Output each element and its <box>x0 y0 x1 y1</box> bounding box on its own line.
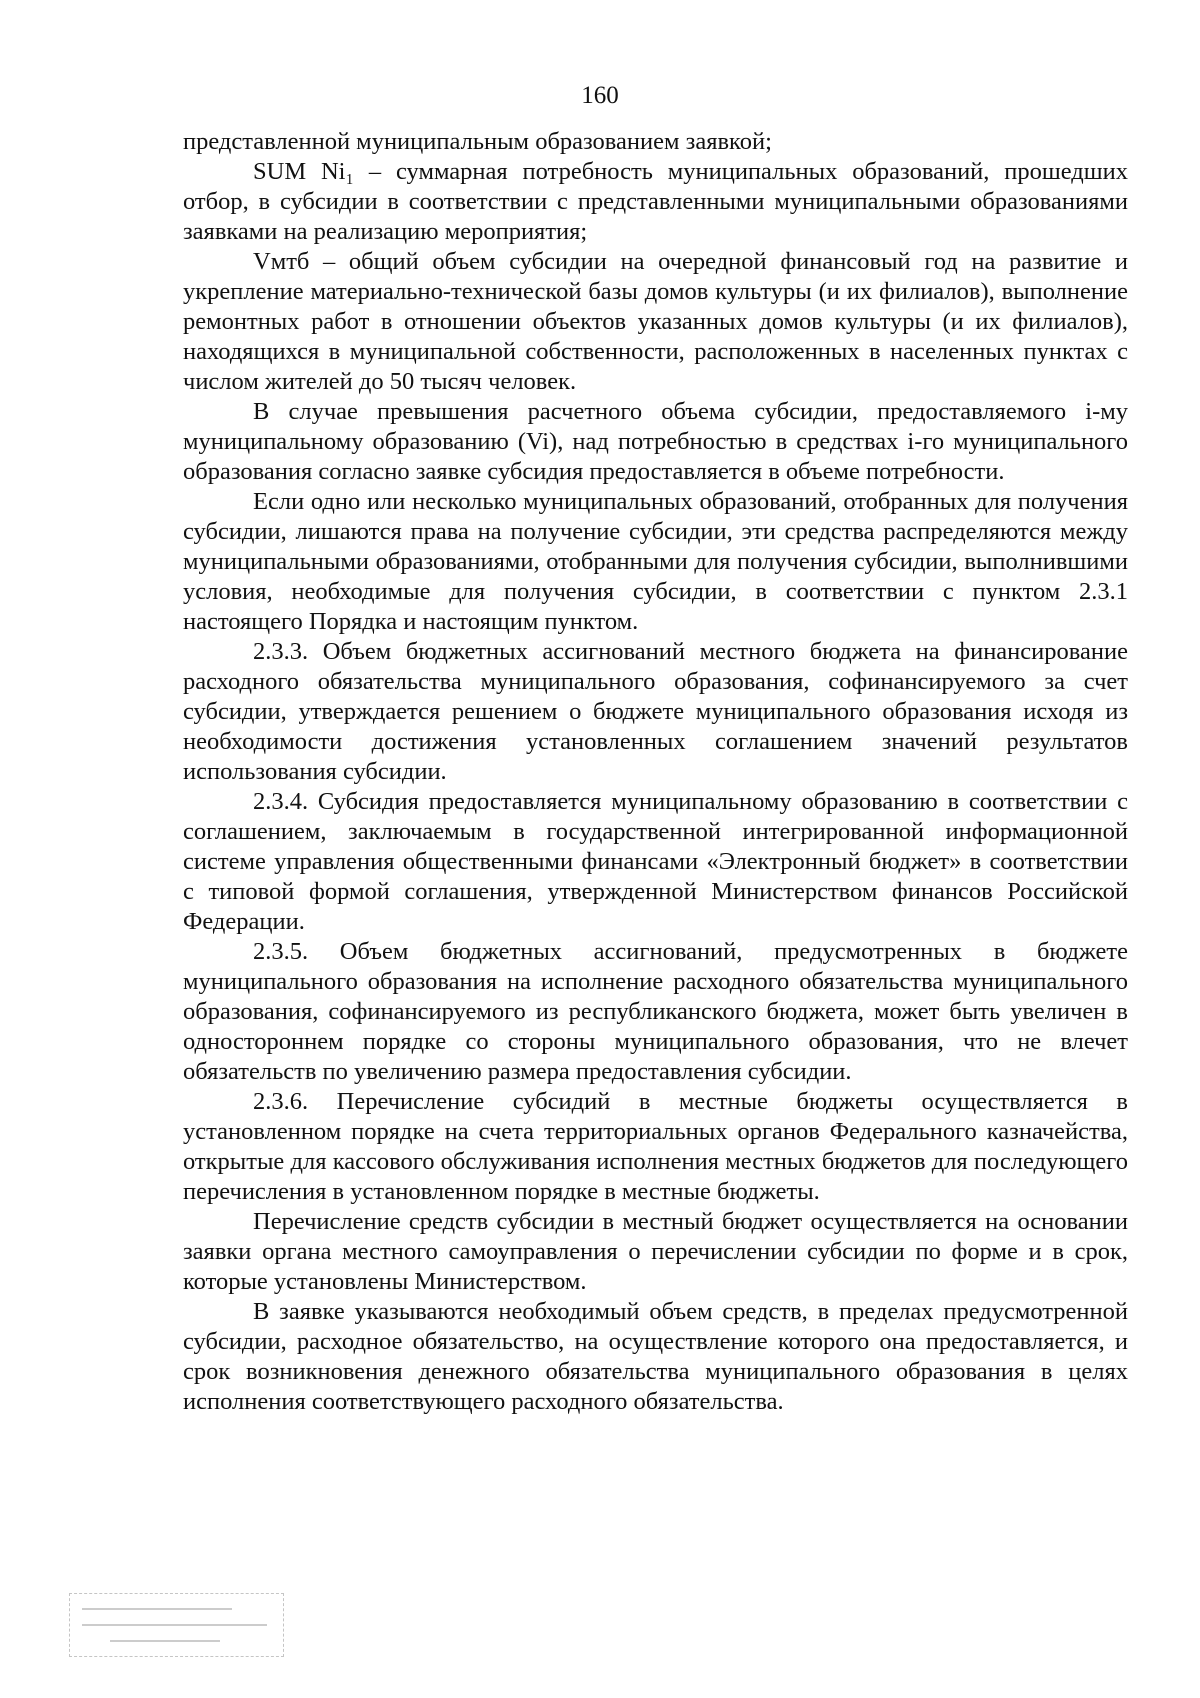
document-body <box>183 127 1128 1417</box>
clause-2-3-5: 2.3.5. Объем бюджетных ассигнований, предусмотренных в бюджете муниципального образования на исполнение расходного обязательства муниципального образования, софинансируемого из республиканского бюджета, может быть увеличен в одностороннем порядке со стороны муниципального образования, что не влечет обязательств по увеличению размера предоставления субсидии. <box>183 938 1128 1085</box>
clause-2-3-3: 2.3.3. Объем бюджетных ассигнований местного бюджета на финансирование расходного обязательства муниципального образования, софинансируемого за счет субсидии, утверждается решением о бюджете муниципального образования исходя из необходимости достижения установленных соглашением значений результатов использования субсидии. <box>183 638 1128 785</box>
paragraph-excess-case: В случае превышения расчетного объема субсидии, предоставляемого i-му муниципальному образованию (Vi), над потребностью в средствах i-го муниципального образования согласно заявке субсидия предоставляется в объеме потребности. <box>183 398 1128 485</box>
clause-2-3-6: 2.3.6. Перечисление субсидий в местные бюджеты осуществляется в установленном порядке на счета территориальных органов Федерального казначейства, открытые для кассового обслуживания исполнения местных бюджетов для последующего перечисления в установленном порядке в местные бюджеты. <box>183 1088 1128 1205</box>
paragraph-vmtb-definition: Vмтб – общий объем субсидии на очередной финансовый год на развитие и укрепление материально-технической базы домов культуры (и их филиалов), выполнение ремонтных работ в отношении объектов указанных домов культуры (и их филиалов), находящихся в муниципальной собственности, расположенных в населенных пунктах с числом жителей до 50 тысяч человек. <box>183 248 1128 395</box>
clause-2-3-4: 2.3.4. Субсидия предоставляется муниципальному образованию в соответствии с соглашением, заключаемым в государственной интегрированной информационной системе управления общественными финансами «Электронный бюджет» в соответствии с типовой формой соглашения, утвержденной Министерством финансов Российской Федерации. <box>183 788 1128 935</box>
paragraph-continuation: представленной муниципальным образованием заявкой; <box>183 128 772 155</box>
paragraph-sum-definition: SUM Ni₁ – суммарная потребность муниципальных образований, прошедших отбор, в субсидии в соответствии с представленными муниципальными образованиями заявками на реализацию мероприятия; <box>183 158 1128 245</box>
paragraph-redistribution: Если одно или несколько муниципальных образований, отобранных для получения субсидии, лишаются права на получение субсидии, эти средства распределяются между муниципальными образованиями, отобранными для получения субсидии, выполнившими условия, необходимые для получения субсидии, в соответствии с пунктом 2.3.1 настоящего Порядка и настоящим пунктом. <box>183 488 1128 635</box>
paragraph-transfer-request: Перечисление средств субсидии в местный бюджет осуществляется на основании заявки органа местного самоуправления о перечислении субсидии по форме и в срок, которые установлены Министерством. <box>183 1208 1128 1295</box>
paragraph-request-contents: В заявке указываются необходимый объем средств, в пределах предусмотренной субсидии, расходное обязательство, на осуществление которого она предоставляется, и срок возникновения денежного обязательства муниципального образования в целях исполнения соответствующего расходного обязательства. <box>183 1298 1128 1415</box>
page-number: 160 <box>581 82 619 109</box>
faded-stamp <box>69 1593 284 1657</box>
